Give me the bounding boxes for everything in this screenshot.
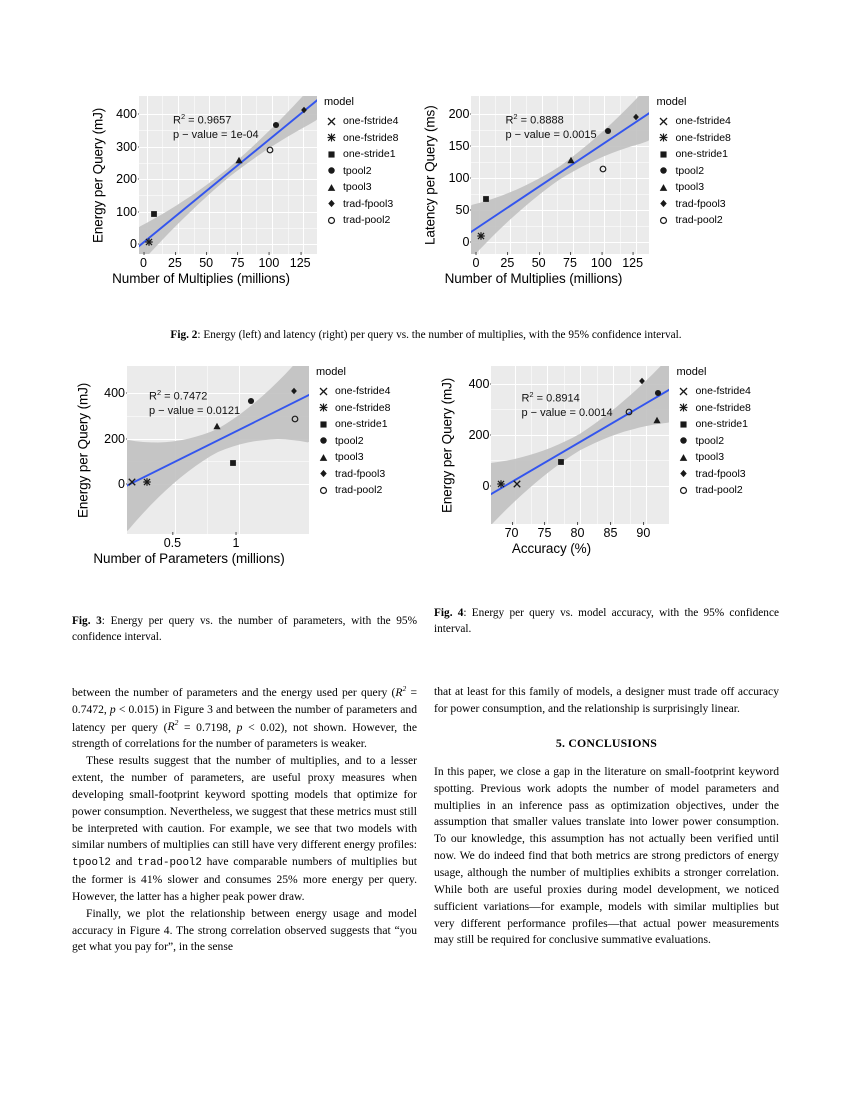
x-axis-ticks: [468, 254, 646, 269]
data-point-tpool2: [246, 397, 255, 406]
legend-item-one-fstride8: [324, 130, 398, 147]
annotation-r-squared: $R^2 = 0.8914$: [521, 390, 580, 405]
figure-3-4-row: [72, 366, 792, 566]
legend-title: model: [656, 96, 687, 108]
legend-item-trad-pool2: [316, 482, 390, 499]
legend-item-one-stride1: [676, 416, 750, 433]
figure-2-left-plot-unit: [88, 96, 398, 286]
x-tick-label: 75: [537, 526, 552, 540]
legend-title: model: [324, 96, 354, 108]
y-tick-label: 0: [118, 477, 125, 492]
square-icon: [656, 147, 670, 161]
legend-item-trad-fpool3: [676, 466, 750, 483]
circle-icon: [316, 434, 330, 448]
diamond-icon: [676, 467, 690, 481]
legend-energy-vs-accuracy: [669, 366, 750, 499]
data-point-tpool3: [653, 416, 662, 425]
data-point-one-fstride8: [477, 232, 486, 241]
y-tick-label: 0: [482, 478, 490, 493]
triangle-icon: [324, 180, 338, 194]
legend-item-label: tpool3: [335, 451, 364, 464]
plot-panel: [491, 366, 669, 524]
legend-title: model: [676, 366, 707, 378]
y-tick-label: 100: [116, 204, 137, 219]
square-icon: [316, 417, 330, 431]
legend-item-label: tpool3: [695, 451, 725, 464]
legend-item-label: one-fstride4: [675, 115, 731, 128]
legend-item-label: trad-pool2: [335, 484, 383, 497]
legend-item-one-fstride8: [316, 400, 390, 417]
legend-title: model: [316, 366, 346, 378]
chart-latency-vs-multiplies: [420, 96, 649, 286]
y-axis-ticks: [439, 96, 471, 254]
section-heading-conclusions: 5. CONCLUSIONS: [555, 735, 658, 750]
y-tick-label: 200: [468, 427, 490, 442]
triangle-icon: [316, 450, 330, 464]
data-point-one-fstride4: [513, 479, 522, 488]
x-tick-label: 75: [230, 256, 245, 270]
x-tick-label: 50: [531, 256, 546, 270]
annotation-r-squared: $R^2 = 0.9657$: [173, 112, 232, 127]
paragraph-left-1: between the number of parameters and the energy used per query ($R^2 = 0.7472$, p < 0.015) in Figure 3 and between the number of parameters and latency per query ($R^2 = 0.7198$, p < 0.02), not shown. However, the strength of correlations for the number of parameters is weaker.: [72, 684, 418, 751]
legend-item-label: trad-pool2: [675, 214, 723, 227]
data-point-trad-pool2: [266, 146, 275, 155]
data-point-trad-pool2: [599, 164, 608, 173]
y-tick-label: 50: [455, 203, 470, 218]
annotation-r-squared: $R^2 = 0.7472$: [149, 388, 208, 403]
cross-icon: [676, 384, 690, 398]
figure-3-caption: [72, 613, 417, 645]
x-tick-label: 50: [199, 256, 214, 270]
asterisk-icon: [656, 131, 670, 145]
data-point-trad-pool2: [625, 408, 634, 417]
y-tick-label: 0: [130, 237, 137, 252]
figure-3-caption-text: : Energy per query vs. the number of parameters, with the 95% confidence interval.: [72, 615, 417, 644]
legend-item-one-stride1: [656, 146, 730, 163]
plot-main: [72, 366, 309, 534]
annotation-r-squared: $R^2 = 0.8888$: [505, 112, 564, 127]
open-circle-icon: [656, 213, 670, 227]
legend-item-label: tpool3: [343, 181, 372, 194]
y-tick-label: 400: [116, 106, 137, 121]
legend-item-label: one-stride1: [675, 148, 728, 161]
data-point-tpool2: [654, 389, 663, 398]
y-axis-label: Energy per Query (mJ): [75, 382, 91, 518]
open-circle-icon: [316, 483, 330, 497]
cross-icon: [656, 114, 670, 128]
legend-item-tpool2: [316, 433, 390, 450]
chart-annotation: [505, 112, 596, 143]
x-axis-ticks: [124, 534, 306, 549]
figure-4-caption-label: Fig. 4: [434, 607, 464, 619]
circle-icon: [676, 434, 690, 448]
x-tick-label: 125: [622, 256, 644, 270]
x-axis-label: Number of Multiplies (millions): [112, 271, 290, 286]
y-axis-label: Latency per Query (ms): [422, 105, 438, 245]
chart-energy-vs-multiplies: [88, 96, 317, 286]
data-point-trad-fpool3: [638, 377, 646, 385]
legend-item-tpool2: [676, 433, 750, 450]
legend-item-label: trad-pool2: [695, 484, 743, 497]
data-point-trad-pool2: [291, 414, 300, 423]
legend-item-trad-pool2: [324, 212, 398, 229]
legend-item-label: tpool2: [343, 164, 372, 177]
legend-item-one-stride1: [316, 416, 390, 433]
y-axis-ticks: [107, 96, 139, 254]
data-point-one-stride1: [228, 459, 237, 468]
legend-item-label: trad-fpool3: [695, 467, 746, 480]
open-circle-icon: [324, 213, 338, 227]
x-tick-label: 0.5: [163, 536, 182, 550]
legend-item-tpool3: [656, 179, 730, 196]
y-tick-label: 200: [104, 431, 125, 446]
y-tick-label: 100: [448, 171, 470, 186]
plot-main: [420, 96, 649, 254]
x-tick-label: 100: [590, 256, 612, 270]
figure-4-plot-unit: [436, 366, 750, 566]
x-axis-ticks: [488, 524, 666, 539]
y-tick-label: 200: [448, 107, 470, 121]
data-point-trad-fpool3: [632, 113, 640, 121]
square-icon: [676, 417, 690, 431]
data-point-tpool2: [604, 127, 613, 136]
y-axis-label: Energy per Query (mJ): [439, 377, 455, 513]
x-tick-label: 90: [636, 526, 651, 540]
diamond-icon: [656, 197, 670, 211]
legend-item-label: one-fstride8: [343, 131, 399, 144]
x-tick-label: 1: [232, 536, 240, 550]
figure-3-caption-label: Fig. 3: [72, 615, 102, 627]
legend-item-one-fstride4: [324, 113, 398, 130]
plot-panel: [471, 96, 649, 254]
paragraph-left-3: Finally, we plot the relationship between energy usage and model accuracy in Figure 4. The strong correlation observed suggests that “you get what you pay for”, in the sense: [72, 906, 417, 954]
data-point-one-fstride4: [127, 478, 136, 487]
annotation-p-value: p − value = 1e-04: [173, 129, 259, 142]
y-tick-label: 150: [448, 139, 470, 154]
chart-annotation: [149, 388, 240, 419]
legend-item-trad-fpool3: [324, 196, 398, 213]
triangle-icon: [656, 180, 670, 194]
legend-item-one-fstride8: [656, 130, 730, 147]
legend-item-tpool3: [676, 449, 750, 466]
legend-energy-vs-parameters: [309, 366, 390, 499]
x-axis-label: Number of Parameters (millions): [93, 551, 285, 566]
legend-item-trad-fpool3: [316, 466, 390, 483]
chart-energy-vs-parameters: [72, 366, 309, 566]
y-axis-ticks: [93, 366, 127, 534]
plot-main: [88, 96, 317, 254]
y-tick-label: 400: [104, 386, 125, 401]
data-point-tpool3: [213, 421, 222, 430]
triangle-icon: [676, 450, 690, 464]
cross-icon: [316, 384, 330, 398]
x-axis-ticks: [136, 254, 314, 269]
legend-item-tpool2: [324, 163, 398, 180]
data-point-tpool3: [235, 156, 244, 165]
legend-item-tpool3: [324, 179, 398, 196]
legend-item-trad-pool2: [656, 212, 730, 229]
data-point-one-stride1: [482, 195, 491, 204]
x-tick-label: 75: [563, 256, 577, 270]
y-axis-ticks: [457, 366, 491, 524]
legend-energy-vs-multiplies: [317, 96, 398, 229]
paragraph-left-2: These results suggest that the number of multiplies, and to a lesser extent, the number of parameters, are useful proxy measures when developing small-footprint keyword spotting models that optimize for power consumption. Nevertheless, we suggest that these metrics must still be interpreted with caution. For example, we see that two models with similar numbers of multiplies can still have very different energy profiles: tpool2 and trad-pool2 have comparable numbers of multiplies but the former is 41% slower and consumes 25% more energy per query. However, the latter has a higher peak power draw.: [72, 754, 417, 903]
asterisk-icon: [324, 131, 338, 145]
paragraph-right-2: In this paper, we close a gap in the literature on small-footprint keyword spotting. Previous work adopts the number of model parameters and multiplies in an inference pass as optimization objectives, under the assumption that smaller values translate into lower power consumption. To our knowledge, this assumption has not actually been verified until now. We do indeed find that both metrics are strong predictors of energy usage, although the number of multiplies exhibits a stronger correlation. While both are useful proxies during model development, we noticed sufficient variations—for example, models with similar multiplies but very different performance profiles—that actual power measurements may still be required for conclusive summative evaluations.: [434, 764, 779, 947]
legend-item-label: trad-fpool3: [343, 197, 394, 210]
legend-item-label: one-fstride4: [343, 115, 399, 128]
legend-item-label: one-stride1: [695, 418, 748, 431]
chart-annotation: [521, 390, 612, 421]
figure-4-caption-text: : Energy per query vs. model accuracy, with the 95% confidence interval.: [434, 607, 779, 636]
legend-item-trad-pool2: [676, 482, 750, 499]
annotation-p-value: p − value = 0.0014: [521, 407, 613, 420]
legend-item-label: tpool2: [335, 434, 364, 447]
x-tick-label: 125: [289, 256, 311, 270]
legend-item-trad-fpool3: [656, 196, 730, 213]
data-point-one-stride1: [556, 458, 565, 467]
cross-icon: [324, 114, 338, 128]
data-point-one-fstride8: [142, 478, 151, 487]
x-axis-label: Accuracy (%): [511, 541, 591, 556]
open-circle-icon: [676, 483, 690, 497]
figure-4-caption: [434, 605, 779, 637]
y-tick-label: 400: [468, 376, 490, 391]
data-point-tpool3: [567, 155, 576, 164]
square-icon: [324, 147, 338, 161]
x-tick-label: 100: [258, 256, 280, 270]
legend-item-label: one-fstride4: [335, 385, 391, 398]
figure-2-caption-label: Fig. 2: [170, 329, 198, 341]
legend-item-label: tpool2: [695, 434, 725, 447]
data-point-tpool2: [271, 121, 280, 130]
x-tick-label: 25: [500, 256, 515, 270]
x-tick-label: 70: [504, 526, 519, 540]
body-column-left: [72, 684, 417, 956]
legend-item-label: trad-fpool3: [675, 197, 726, 210]
data-point-trad-fpool3: [300, 106, 308, 114]
legend-item-one-stride1: [324, 146, 398, 163]
diamond-icon: [316, 467, 330, 481]
x-tick-label: 85: [603, 526, 618, 540]
legend-latency-vs-multiplies: [649, 96, 730, 229]
legend-item-label: one-fstride8: [335, 401, 391, 414]
x-tick-label: 80: [570, 526, 585, 540]
chart-annotation: [173, 112, 259, 143]
legend-item-label: one-fstride4: [695, 385, 751, 398]
legend-item-label: one-stride1: [343, 148, 396, 161]
legend-item-label: tpool3: [675, 181, 705, 194]
figure-2-right-plot-unit: [420, 96, 730, 286]
annotation-p-value: p − value = 0.0121: [149, 405, 241, 418]
legend-item-label: one-stride1: [335, 418, 388, 431]
x-tick-label: 0: [472, 256, 480, 270]
circle-icon: [324, 164, 338, 178]
legend-item-one-fstride4: [676, 383, 750, 400]
chart-energy-vs-accuracy: [436, 366, 669, 556]
legend-item-tpool2: [656, 163, 730, 180]
legend-item-one-fstride4: [656, 113, 730, 130]
data-point-one-fstride8: [496, 479, 505, 488]
legend-item-label: tpool2: [675, 164, 705, 177]
legend-item-label: one-fstride8: [695, 401, 751, 414]
paragraph-right-1: that at least for this family of models, a designer must trade off accuracy for power consumption, and the relationship is surprisingly linear.: [434, 685, 779, 715]
figure-3-plot-unit: [72, 366, 390, 566]
circle-icon: [656, 164, 670, 178]
diamond-icon: [324, 197, 338, 211]
data-point-one-fstride8: [145, 237, 154, 246]
annotation-p-value: p − value = 0.0015: [505, 129, 597, 142]
plot-panel: [127, 366, 309, 534]
legend-item-one-fstride8: [676, 400, 750, 417]
data-point-one-stride1: [150, 210, 159, 219]
asterisk-icon: [676, 401, 690, 415]
y-tick-label: 300: [116, 139, 137, 154]
figure-2-caption-text: : Energy (left) and latency (right) per query vs. the number of multiplies, with the 95% confidence interval.: [197, 329, 682, 341]
y-tick-label: 0: [462, 235, 470, 250]
y-tick-label: 200: [116, 172, 137, 187]
asterisk-icon: [316, 401, 330, 415]
figure-2-caption: [106, 327, 746, 343]
x-tick-label: 25: [167, 256, 182, 270]
body-column-right: [434, 684, 779, 949]
x-tick-label: 0: [140, 256, 147, 270]
legend-item-tpool3: [316, 449, 390, 466]
legend-item-label: trad-fpool3: [335, 467, 386, 480]
plot-panel: [139, 96, 317, 254]
x-axis-label: Number of Multiplies (millions): [444, 271, 623, 286]
legend-item-one-fstride4: [316, 383, 390, 400]
data-point-trad-fpool3: [290, 387, 298, 395]
plot-main: [436, 366, 669, 524]
legend-item-label: one-fstride8: [675, 131, 731, 144]
figure-2-row: [88, 96, 778, 286]
legend-item-label: trad-pool2: [343, 214, 391, 227]
y-axis-label: Energy per Query (mJ): [90, 107, 106, 243]
